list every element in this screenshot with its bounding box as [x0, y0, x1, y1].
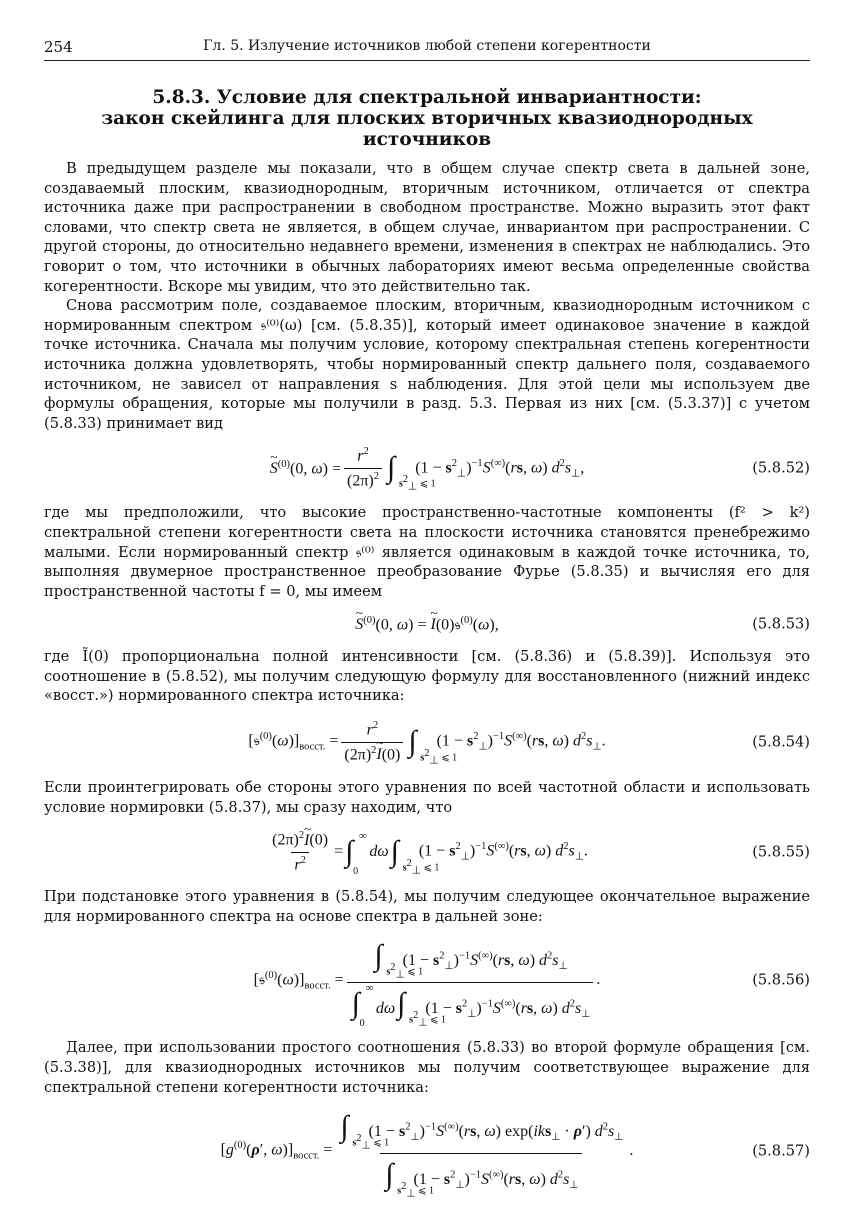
page	[44, 36, 810, 1205]
page-number: 254	[44, 38, 73, 56]
equation-number: (5.8.56)	[752, 971, 810, 989]
equation-5-8-52: ~ $S^{(0)}(0$, ω) = $\frac{r^2}{(2\pi)^2}$ ∫ $s^2_\perp$ ⩽ 1 $(1 - s^2_\perp)^{-1}S^{(\infty)}(rs$, ω) $d^2s_\perp$, (5.8.52)	[44, 433, 810, 503]
equation-number: (5.8.52)	[752, 459, 810, 477]
paragraph-3: где мы предположили, что высокие пространственно-частотные компоненты (f² > k²) спектральной степени когерентности света на плоскости источника становятся пренебрежимо малыми. Если нормированный спектр 𝔰⁽⁰⁾ является одинаковым в каждой точке источника, то, выполняя двумерное пространственное преобразование Фурье (5.8.35) и вычисляя его для пространственной частоты f = 0, мы имеем	[44, 504, 810, 600]
section-title	[44, 87, 810, 150]
paragraph-7: Далее, при использовании простого соотношения (5.8.33) во второй формуле обращения [см. (5.3.38)], для квазиоднородных источников мы получим соответствующее выражение для спектральной степени когерентности источника:	[44, 1039, 810, 1096]
section-title-line1: 5.8.3. Условие для спектральной инвариантности:	[152, 87, 702, 108]
equation-number: (5.8.55)	[752, 843, 810, 861]
equation-number: (5.8.53)	[752, 615, 810, 633]
paragraph-4: где Ĩ(0) пропорциональна полной интенсивности [см. (5.8.36) и (5.8.39)]. Используя это соотношение в (5.8.52), мы получим следующую формулу для восстановленного (нижний индекс «восст.») нормированного спектра источника:	[44, 648, 810, 705]
section-title-line2: закон скейлинга для плоских вторичных квазиоднородных источников	[101, 108, 753, 150]
equation-number: (5.8.57)	[752, 1142, 810, 1160]
equation-5-8-54: $[𝔰^{(0)}(\omega)]_{восст.}$ = $\frac{r^2}{(2\pi)^2\sim I(0)}$ ∫ $s^2_\perp$ ⩽ 1 $(1 - s^2_\perp)^{-1}S^{(\infty)}(rs$, ω) $d^2s_\perp$. (5.8.54)	[44, 706, 810, 778]
equation-number: (5.8.54)	[752, 733, 810, 751]
equation-5-8-56: $[𝔰^{(0)}(\omega)]_{восст.}$ = ∫ $s^2_\perp$ ⩽ 1 $(1 - s^2_\perp)^{-1}S^{(\infty)}(rs$, ω) $d^2s_\perp$ ∫ ∞ 0 dω∫ $s^2_\perp$ ⩽ 1 $(1 - s^2_\perp)^{-1}S^{(\infty)}(rs$, ω) $d^2s_\perp$ . (5.8.56)	[253, 938, 810, 1029]
paragraph-2: Снова рассмотрим поле, создаваемое плоским, вторичным, квазиоднородным источником с нормированным спектром 𝔰⁽⁰⁾(ω) [см. (5.8.35)], который имеет одинаковое значение в каждой точке источника. Сначала мы получим условие, которому спектральная степень когерентности источника должна удовлетворять, чтобы нормированный спектр дальнего поля, создаваемого источником, не зависел от направления s наблюдения. Для этой цели мы используем две формулы обращения, которые мы получили в разд. 5.3. Первая из них [см. (5.3.37)] с учетом (5.8.33) принимает вид	[44, 297, 810, 432]
equation-5-8-55: $\frac{(2\pi)^2\sim I(0)}{r^2}$ = ∫ ∞ 0 dω ∫ $s^2_\perp$ ⩽ 1 $(1 - s^2_\perp)^{-1}S^{(\infty)}(rs$, ω) $d^2s_\perp$. (5.8.55)	[44, 817, 810, 887]
paragraph-6: При подстановке этого уравнения в (5.8.54), мы получим следующее окончательное выражение для нормированного спектра на основе спектра в дальней зоне:	[44, 888, 810, 925]
paragraph-1: В предыдущем разделе мы показали, что в общем случае спектр света в дальней зоне, создаваемый плоским, квазиоднородным, вторичным источником, отличается от спектра источника даже при распространении в свободном пространстве. Можно выразить этот факт словами, что спектр света не является, в общем случае, инвариантом при распространении. С другой стороны, до относительно недавнего времени, изменения в спектрах не наблюдались. Это говорит о том, что источники в обычных лабораториях имеют весьма определенные свойства когерентности. Вскоре мы увидим, что это действительно так.	[44, 160, 810, 295]
running-title: Гл. 5. Излучение источников любой степени когерентности	[203, 38, 651, 54]
restored-subscript: восст.	[299, 741, 326, 753]
paragraph-5: Если проинтегрировать обе стороны этого уравнения по всей частотной области и использовать условие нормировки (5.8.37), мы сразу находим, что	[44, 779, 810, 816]
equation-5-8-57: [$g^{(0)}(\rho'$, $\omega)]_{восст.}$ = ∫ $s^2_\perp$ ⩽ 1 $(1 - s^2_\perp)^{-1}S^{(\infty)}(rs$, ω) exp(iks$_\perp$ · ρ′) $d^2s_\perp$ ∫ $s^2_\perp$ ⩽ 1 $(1 - s^2_\perp)^{-1}S^{(\infty)}(rs$, ω) $d^2s_\perp$ . (5.8.57)	[220, 1109, 810, 1200]
equation-5-8-53: ~ $S^{(0)}(0$, ω) = ~ I(0)𝔰$^{(0)}$(ω), (5.8.53)	[44, 601, 810, 647]
page-header	[44, 36, 810, 61]
restored-subscript: восст.	[304, 980, 331, 992]
restored-subscript: восст.	[293, 1150, 320, 1162]
